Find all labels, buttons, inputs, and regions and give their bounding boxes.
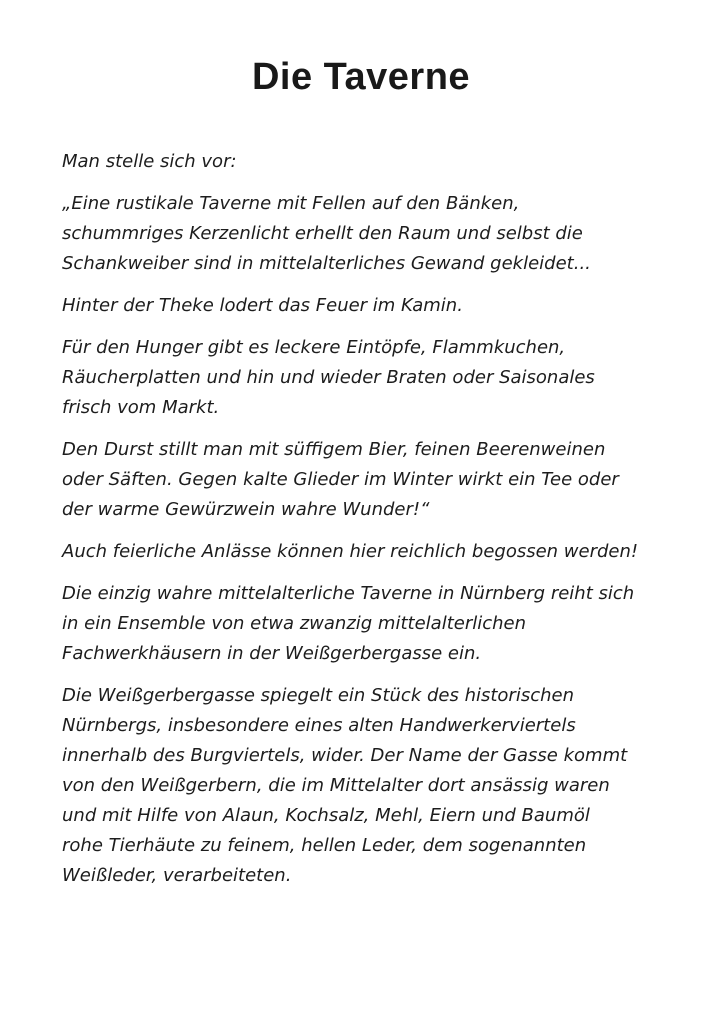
- text-line: in ein Ensemble von etwa zwanzig mittelalterlichen: [62, 613, 527, 634]
- text-line: Hinter der Theke lodert das Feuer im Kamin.: [62, 295, 463, 316]
- paragraph: [62, 681, 666, 891]
- text-line: Die Weißgerbergasse spiegelt ein Stück des historischen: [62, 685, 574, 706]
- text-line: Räucherplatten und hin und wieder Braten oder Saisonales: [62, 367, 595, 388]
- text-line: und mit Hilfe von Alaun, Kochsalz, Mehl, Eiern und Baumöl: [62, 805, 590, 826]
- paragraph: [62, 189, 666, 279]
- text-line: Schankweiber sind in mittelalterliches Gewand gekleidet...: [62, 253, 591, 274]
- text-line: Für den Hunger gibt es leckere Eintöpfe, Flammkuchen,: [62, 337, 566, 358]
- text-line: innerhalb des Burgviertels, wider. Der Name der Gasse kommt: [62, 745, 628, 766]
- document-body: [62, 147, 666, 891]
- paragraph: [62, 579, 666, 669]
- text-line: der warme Gewürzwein wahre Wunder!“: [62, 499, 430, 520]
- paragraph: [62, 537, 666, 567]
- text-line: „Eine rustikale Taverne mit Fellen auf den Bänken,: [62, 193, 520, 214]
- text-line: oder Säften. Gegen kalte Glieder im Winter wirkt ein Tee oder: [62, 469, 619, 490]
- text-line: frisch vom Markt.: [62, 397, 220, 418]
- text-line: Nürnbergs, insbesondere eines alten Handwerkerviertels: [62, 715, 576, 736]
- text-line: Die einzig wahre mittelalterliche Taverne in Nürnberg reiht sich: [62, 583, 635, 604]
- paragraph: [62, 291, 666, 321]
- text-line: Den Durst stillt man mit süffigem Bier, feinen Beerenweinen: [62, 439, 606, 460]
- page-title: Die Taverne: [251, 56, 471, 98]
- text-line: Fachwerkhäusern in der Weißgerbergasse ein.: [62, 643, 482, 664]
- text-line: rohe Tierhäute zu feinem, hellen Leder, dem sogenannten: [62, 835, 587, 856]
- text-line: Man stelle sich vor:: [62, 151, 237, 172]
- text-line: von den Weißgerbern, die im Mittelalter dort ansässig waren: [62, 775, 610, 796]
- text-line: Weißleder, verarbeiteten.: [62, 865, 292, 886]
- text-line: Auch feierliche Anlässe können hier reichlich begossen werden!: [62, 541, 639, 562]
- text-line: schummriges Kerzenlicht erhellt den Raum und selbst die: [62, 223, 583, 244]
- paragraph: [62, 435, 666, 525]
- paragraph: [62, 333, 666, 423]
- paragraph: [62, 147, 666, 177]
